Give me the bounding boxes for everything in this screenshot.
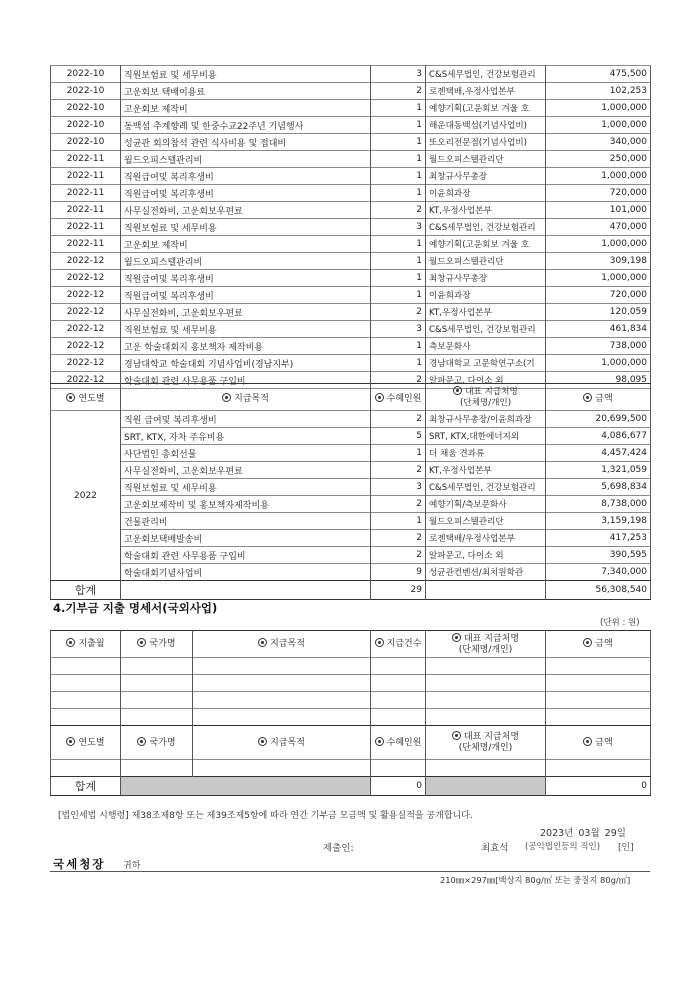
- paper-spec: 210㎜×297㎜[백상지 80g/㎡ 또는 중질지 80g/㎡]: [440, 875, 631, 885]
- recipient-cell: 로젠택배,우정사업본부: [426, 83, 546, 100]
- purpose-cell: 성균관 회의참석 관련 식사비용 및 접대비: [121, 134, 371, 151]
- total-amount: 56,308,540: [546, 581, 651, 600]
- month-cell: 2022-11: [51, 168, 121, 185]
- recipient-cell: 예향기획(고운회보 겨울 호: [426, 236, 546, 253]
- amount-cell: 738,000: [546, 338, 651, 355]
- purpose-cell: 학술대회기념사업비: [121, 564, 371, 581]
- amount-cell: 720,000: [546, 185, 651, 202]
- total-shaded-cell: [121, 777, 371, 796]
- month-cell: 2022-12: [51, 253, 121, 270]
- table-row: [51, 83, 651, 100]
- amount-cell: 309,198: [546, 253, 651, 270]
- recipient-cell: 최창규사무총장/이윤희과장: [426, 411, 546, 428]
- purpose-cell: 경남대학교 학술대회 기념사업비(경남지부): [121, 355, 371, 372]
- table-row: [51, 270, 651, 287]
- count-cell: 2: [371, 83, 426, 100]
- amount-cell: 1,321,059: [546, 462, 651, 479]
- foreign-expense-table: [50, 630, 651, 796]
- purpose-cell: 직원보험료 및 세무비용: [121, 321, 371, 338]
- table-row: [51, 100, 651, 117]
- count-cell: 9: [371, 564, 426, 581]
- purpose-cell: 사무실전화비, 고운회보우편료: [121, 202, 371, 219]
- amount-cell: 120,059: [546, 304, 651, 321]
- purpose-cell: 사무실전화비, 고운회보우편료: [121, 304, 371, 321]
- count-cell: 1: [371, 338, 426, 355]
- circle-bullet-icon: [583, 737, 592, 746]
- blank-row: [51, 709, 651, 726]
- amount-cell: 5,698,834: [546, 479, 651, 496]
- recipient-cell: C&S세무법인, 건강보험관리: [426, 479, 546, 496]
- count-cell: 2: [371, 547, 426, 564]
- amount-cell: 390,595: [546, 547, 651, 564]
- header-count: 지급건수: [371, 631, 426, 658]
- amount-cell: 1,000,000: [546, 270, 651, 287]
- count-cell: 2: [371, 202, 426, 219]
- amount-cell: 1,000,000: [546, 117, 651, 134]
- amount-cell: 20,699,500: [546, 411, 651, 428]
- total-purpose-cell: [121, 581, 371, 600]
- table-row: [51, 185, 651, 202]
- purpose-cell: SRT, KTX, 자차 주유비용: [121, 428, 371, 445]
- header-amount: 금액: [546, 726, 651, 760]
- amount-cell: 417,253: [546, 530, 651, 547]
- header-purpose: 지급목적: [121, 384, 371, 411]
- month-cell: 2022-12: [51, 304, 121, 321]
- purpose-cell: 학술대회 관련 사무용품 구입비: [121, 372, 371, 389]
- recipient-cell: 측보문화사: [426, 338, 546, 355]
- blank-row: [51, 760, 651, 777]
- table-row: [51, 411, 651, 428]
- circle-bullet-icon: [453, 386, 462, 395]
- circle-bullet-icon: [452, 731, 461, 740]
- amount-cell: 1,000,000: [546, 100, 651, 117]
- count-cell: 2: [371, 372, 426, 389]
- section-title-foreign: 4.기부금 지출 명세서(국외사업): [53, 601, 218, 615]
- amount-cell: 1,000,000: [546, 355, 651, 372]
- total-amount: 0: [546, 777, 651, 796]
- foreign-total-row: [51, 777, 651, 796]
- table-row: [51, 547, 651, 564]
- table-row: [51, 445, 651, 462]
- recipient-cell: 해운대동백섬(기념사업비): [426, 117, 546, 134]
- total-label: 합계: [51, 777, 121, 796]
- header-year: 연도별: [51, 384, 121, 411]
- month-cell: 2022-11: [51, 219, 121, 236]
- seal-mark: [인]: [618, 843, 634, 853]
- month-cell: 2022-12: [51, 372, 121, 389]
- purpose-cell: 직원 급여및 복리후생비: [121, 411, 371, 428]
- recipient-cell: C&S세무법인, 건강보험관리: [426, 66, 546, 83]
- count-cell: 5: [371, 428, 426, 445]
- total-shaded-cell: [426, 777, 546, 796]
- purpose-cell: 직원보험료 및 세무비용: [121, 479, 371, 496]
- purpose-cell: 직원보험료 및 세무비용: [121, 219, 371, 236]
- table-row: [51, 134, 651, 151]
- circle-bullet-icon: [137, 737, 146, 746]
- month-cell: 2022-10: [51, 66, 121, 83]
- recipient-cell: 경남대학교 고문학연구소(기: [426, 355, 546, 372]
- table-row: [51, 304, 651, 321]
- circle-bullet-icon: [583, 393, 592, 402]
- count-cell: 1: [371, 270, 426, 287]
- purpose-cell: 고운회보 택배이용료: [121, 83, 371, 100]
- recipient-cell: 최창규사무총장: [426, 270, 546, 287]
- honorific: 귀하: [123, 861, 141, 871]
- count-cell: 1: [371, 513, 426, 530]
- count-cell: 3: [371, 479, 426, 496]
- recipient-cell: 로젠택배/우정사업본부: [426, 530, 546, 547]
- purpose-cell: 고운회보 제작비: [121, 236, 371, 253]
- table-row: [51, 338, 651, 355]
- purpose-cell: 사무실전화비, 고운회보우편료: [121, 462, 371, 479]
- month-cell: 2022-12: [51, 287, 121, 304]
- recipient-cell: 알파문고, 다이소 외: [426, 547, 546, 564]
- month-cell: 2022-11: [51, 185, 121, 202]
- recipient-cell: 더 채움 견과류: [426, 445, 546, 462]
- month-cell: 2022-12: [51, 321, 121, 338]
- footer-divider: [50, 871, 650, 872]
- purpose-cell: 고운회보택배발송비: [121, 530, 371, 547]
- table-row: [51, 168, 651, 185]
- yearly-summary-table: [50, 383, 651, 600]
- recipient-cell: 최창규사무총장: [426, 168, 546, 185]
- header-country: 국가명: [121, 631, 193, 658]
- purpose-cell: 월드오피스텔관리비: [121, 253, 371, 270]
- month-cell: 2022-11: [51, 202, 121, 219]
- count-cell: 2: [371, 462, 426, 479]
- purpose-cell: 직원급여및 복리후생비: [121, 270, 371, 287]
- amount-cell: 7,340,000: [546, 564, 651, 581]
- count-cell: 1: [371, 134, 426, 151]
- recipient-cell: 예향기획/측보문화사: [426, 496, 546, 513]
- purpose-cell: 사단법인 총회선물: [121, 445, 371, 462]
- amount-cell: 250,000: [546, 151, 651, 168]
- total-count: 0: [371, 777, 426, 796]
- month-cell: 2022-10: [51, 117, 121, 134]
- purpose-cell: 직원급여및 복리후생비: [121, 168, 371, 185]
- table-row: [51, 479, 651, 496]
- circle-bullet-icon: [137, 638, 146, 647]
- circle-bullet-icon: [66, 737, 75, 746]
- purpose-cell: 고운회보 제작비: [121, 100, 371, 117]
- total-count: 29: [371, 581, 426, 600]
- count-cell: 1: [371, 151, 426, 168]
- purpose-cell: 직원보험료 및 세무비용: [121, 66, 371, 83]
- amount-cell: 475,500: [546, 66, 651, 83]
- count-cell: 2: [371, 496, 426, 513]
- document-recipient: 국세청장: [53, 857, 106, 871]
- table-row: [51, 253, 651, 270]
- recipient-cell: C&S세무법인, 건강보험관리: [426, 219, 546, 236]
- count-cell: 1: [371, 117, 426, 134]
- amount-cell: 3,159,198: [546, 513, 651, 530]
- amount-cell: 720,000: [546, 287, 651, 304]
- foreign-header-row: [51, 631, 651, 658]
- count-cell: 1: [371, 168, 426, 185]
- table-row: [51, 321, 651, 338]
- table-row: [51, 564, 651, 581]
- header-recipient: 대표 지급처명 (단체명/개인): [426, 631, 546, 658]
- amount-cell: 102,253: [546, 83, 651, 100]
- purpose-cell: 고운회보제작비 및 홍보책자제작비용: [121, 496, 371, 513]
- month-cell: 2022-12: [51, 338, 121, 355]
- amount-cell: 4,457,424: [546, 445, 651, 462]
- count-cell: 2: [371, 411, 426, 428]
- header-year: 연도별: [51, 726, 121, 760]
- table-row: [51, 117, 651, 134]
- month-cell: 2022-12: [51, 355, 121, 372]
- recipient-cell: 월드오피스텔관리단: [426, 253, 546, 270]
- header-month: 지출월: [51, 631, 121, 658]
- amount-cell: 8,738,000: [546, 496, 651, 513]
- circle-bullet-icon: [375, 737, 384, 746]
- foreign-summary-header-row: [51, 726, 651, 760]
- count-cell: 1: [371, 100, 426, 117]
- purpose-cell: 직원급여및 복리후생비: [121, 185, 371, 202]
- table-row: [51, 513, 651, 530]
- month-cell: 2022-10: [51, 100, 121, 117]
- header-amount: 금액: [546, 384, 651, 411]
- total-recipient-cell: [426, 581, 546, 600]
- table-row: [51, 66, 651, 83]
- monthly-expense-table: [50, 65, 651, 389]
- legal-notice: [법인세법 시행령] 제38조제8항 또는 제39조제5항에 따라 연간 기부금 모금액 및 활용실적을 공개합니다.: [58, 811, 473, 821]
- summary-header-row: [51, 384, 651, 411]
- circle-bullet-icon: [375, 638, 384, 647]
- circle-bullet-icon: [222, 393, 231, 402]
- recipient-cell: 월드오피스텔관리단: [426, 151, 546, 168]
- circle-bullet-icon: [375, 393, 384, 402]
- count-cell: 1: [371, 236, 426, 253]
- blank-row: [51, 675, 651, 692]
- month-cell: 2022-10: [51, 83, 121, 100]
- stamp-text: (공익법인등의 직인): [525, 842, 601, 852]
- recipient-cell: 이윤희과장: [426, 287, 546, 304]
- count-cell: 1: [371, 355, 426, 372]
- recipient-cell: KT,우정사업본부: [426, 304, 546, 321]
- blank-row: [51, 658, 651, 675]
- amount-cell: 470,000: [546, 219, 651, 236]
- circle-bullet-icon: [258, 737, 267, 746]
- amount-cell: 4,086,677: [546, 428, 651, 445]
- submission-date: 2023년 03월 29일: [540, 828, 626, 839]
- table-row: [51, 462, 651, 479]
- header-count: 수혜인원: [371, 726, 426, 760]
- recipient-cell: KT,우정사업본부: [426, 462, 546, 479]
- unit-label: (단위 : 원): [600, 618, 640, 628]
- amount-cell: 1,000,000: [546, 236, 651, 253]
- month-cell: 2022-11: [51, 236, 121, 253]
- circle-bullet-icon: [583, 638, 592, 647]
- purpose-cell: 동백섬 추계향례 및 한중수교22주년 기념행사: [121, 117, 371, 134]
- purpose-cell: 직원급여및 복리후생비: [121, 287, 371, 304]
- recipient-cell: 예향기획(고운회보 겨울 호: [426, 100, 546, 117]
- recipient-cell: 이윤희과장: [426, 185, 546, 202]
- table-row: [51, 355, 651, 372]
- header-country: 국가명: [121, 726, 193, 760]
- table-row: [51, 428, 651, 445]
- year-cell: 2022: [51, 411, 121, 581]
- purpose-cell: 학술대회 관련 사무용품 구입비: [121, 547, 371, 564]
- recipient-cell: 또오리전문점(기념사업비): [426, 134, 546, 151]
- header-recipient: 대표 지급처명 (단체명/개인): [426, 384, 546, 411]
- header-purpose: 지급목적: [193, 631, 371, 658]
- purpose-cell: 고운 학술대회지 홍보책자 제작비용: [121, 338, 371, 355]
- amount-cell: 101,000: [546, 202, 651, 219]
- table-row: [51, 496, 651, 513]
- recipient-cell: 월드오피스텔관리단: [426, 513, 546, 530]
- header-amount: 금액: [546, 631, 651, 658]
- total-label: 합계: [51, 581, 121, 600]
- count-cell: 1: [371, 185, 426, 202]
- amount-cell: 1,000,000: [546, 168, 651, 185]
- month-cell: 2022-11: [51, 151, 121, 168]
- count-cell: 1: [371, 287, 426, 304]
- purpose-cell: 월드오피스텔관리비: [121, 151, 371, 168]
- blank-row: [51, 692, 651, 709]
- table-row: [51, 236, 651, 253]
- amount-cell: 340,000: [546, 134, 651, 151]
- recipient-cell: KT,우정사업본부: [426, 202, 546, 219]
- circle-bullet-icon: [66, 393, 75, 402]
- purpose-cell: 건물관리비: [121, 513, 371, 530]
- submitter-name: 최효석: [481, 843, 509, 854]
- count-cell: 1: [371, 445, 426, 462]
- amount-cell: 461,834: [546, 321, 651, 338]
- count-cell: 3: [371, 219, 426, 236]
- recipient-cell: C&S세무법인, 건강보험관리: [426, 321, 546, 338]
- recipient-cell: 성균관컨벤션/최치원학관: [426, 564, 546, 581]
- count-cell: 2: [371, 530, 426, 547]
- month-cell: 2022-10: [51, 134, 121, 151]
- count-cell: 1: [371, 253, 426, 270]
- header-count: 수혜인원: [371, 384, 426, 411]
- table-row: [51, 287, 651, 304]
- count-cell: 2: [371, 304, 426, 321]
- table-row: [51, 219, 651, 236]
- circle-bullet-icon: [258, 638, 267, 647]
- table-row: [51, 530, 651, 547]
- header-purpose: 지급목적: [193, 726, 371, 760]
- recipient-cell: 알파문고, 다이소 외: [426, 372, 546, 389]
- circle-bullet-icon: [66, 638, 75, 647]
- count-cell: 3: [371, 321, 426, 338]
- recipient-cell: SRT, KTX,대한에너지외: [426, 428, 546, 445]
- submitter-label: 제출인:: [323, 843, 354, 854]
- circle-bullet-icon: [452, 633, 461, 642]
- summary-total-row: [51, 581, 651, 600]
- month-cell: 2022-12: [51, 270, 121, 287]
- amount-cell: 98,095: [546, 372, 651, 389]
- table-row: [51, 202, 651, 219]
- header-recipient: 대표 지급처명 (단체명/개인): [426, 726, 546, 760]
- count-cell: 3: [371, 66, 426, 83]
- table-row: [51, 151, 651, 168]
